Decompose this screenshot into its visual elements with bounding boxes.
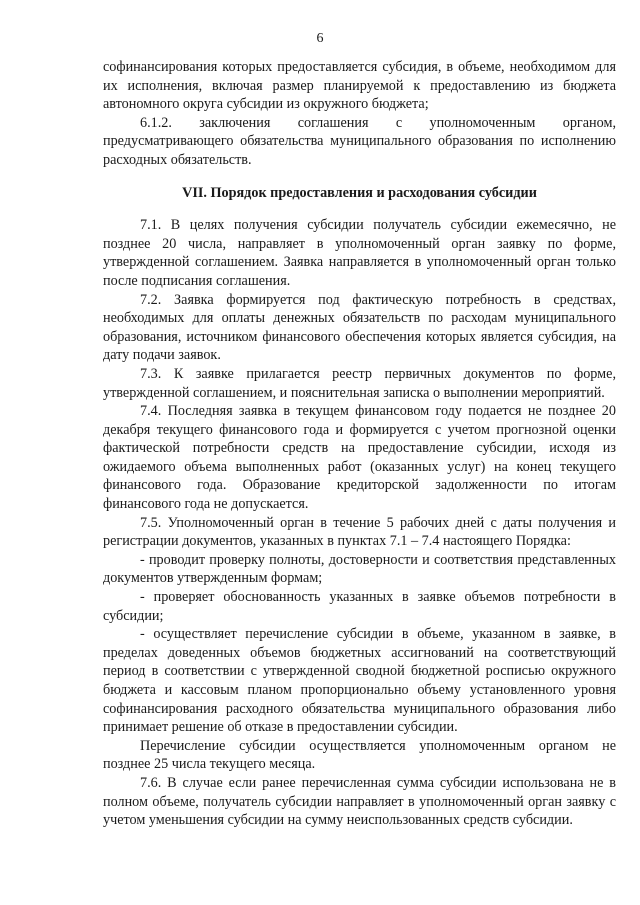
- paragraph-6-1-2: 6.1.2. заключения соглашения с уполномоченным органом, предусматривающего обязательства муниципального образования по исполнению расходных обязательств.: [103, 114, 616, 168]
- paragraph-7-1: 7.1. В целях получения субсидии получатель субсидии ежемесячно, не позднее 20 числа, направляет в уполномоченный орган заявку по форме, утвержденной соглашением. Заявка направляется в уполномоченный орган только после подписания соглашения.: [103, 217, 616, 289]
- section-heading: VII. Порядок предоставления и расходования субсидии: [182, 184, 537, 201]
- paragraph-7-5: 7.5. Уполномоченный орган в течение 5 рабочих дней с даты получения и регистрации документов, указанных в пунктах 7.1 – 7.4 настоящего Порядка:: [103, 514, 616, 550]
- list-item-verify: - проверяет обоснованность указанных в заявке объемов потребности в субсидии;: [103, 589, 616, 624]
- paragraph-7-6: 7.6. В случае если ранее перечисленная сумма субсидии использована не в полном объеме, получатель субсидии направляет в уполномоченный орган заявку с учетом уменьшения субсидии на сумму неиспользованных средств субсидии.: [103, 774, 616, 829]
- paragraph-continuation: софинансирования которых предоставляется субсидия, в объеме, необходимом для их исполнения, включая размер планируемой к предоставлению из бюджета автономного округа субсидии из окружного бюджета;: [103, 59, 616, 113]
- paragraph-7-3: 7.3. К заявке прилагается реестр первичных документов по форме, утвержденной соглашением, и пояснительная записка о выполнении мероприятий.: [103, 365, 616, 401]
- list-item-check: - проводит проверку полноты, достоверности и соответствия представленных документов утвержденным формам;: [103, 551, 616, 587]
- document-body: [103, 58, 616, 830]
- paragraph-7-2: 7.2. Заявка формируется под фактическую потребность в средствах, необходимых для оплаты денежных обязательств по расходам муниципального образования, источником финансового обеспечения которых является субсидия, на дату подачи заявок.: [103, 291, 616, 364]
- paragraph-transfer-deadline: Перечисление субсидии осуществляется уполномоченным органом не позднее 25 числа текущего месяца.: [103, 737, 616, 773]
- paragraph-7-4: 7.4. Последняя заявка в текущем финансовом году подается не позднее 20 декабря текущего финансового года и формируется с учетом прогнозной оценки фактической потребности средств на предоставление субсидии, исходя из ожидаемого объема выполненных работ (оказанных услуг) на конец текущего финансового года. Образование кредиторской задолженности по итогам финансового года не допускается.: [103, 403, 616, 513]
- list-item-transfer: - осуществляет перечисление субсидии в объеме, указанном в заявке, в пределах доведенных объемов бюджетных ассигнований на соответствующий период в соответствии с утвержденной сводной бюджетной росписью окружного бюджета и кассовым планом пропорционально объему установленного уровня софинансирования расходного обязательства муниципального образования либо принимает решение об отказе в предоставлении субсидии.: [103, 626, 616, 736]
- page-number: 6: [316, 31, 324, 46]
